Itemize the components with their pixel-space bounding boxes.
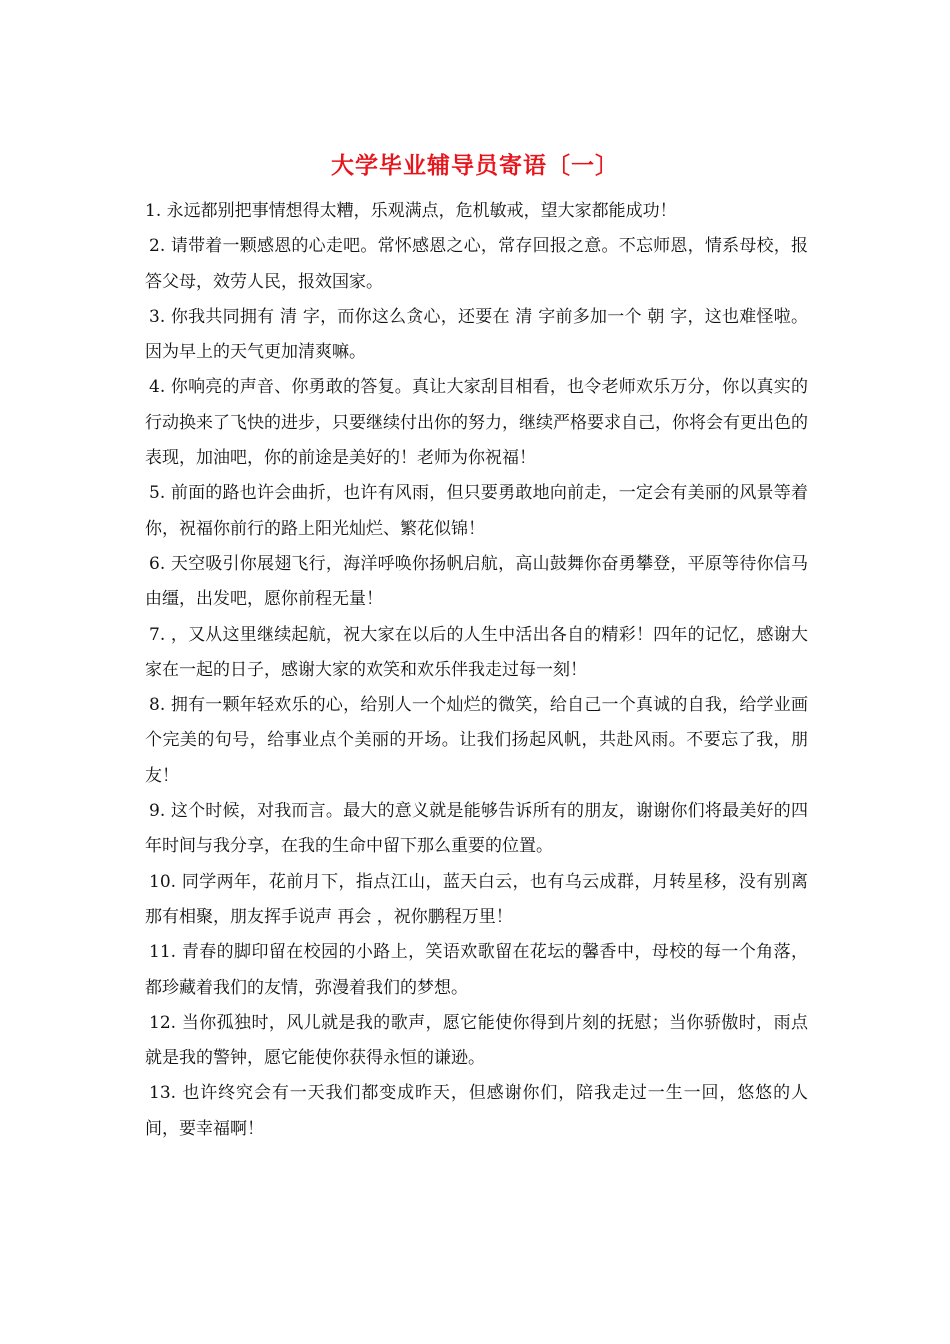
paragraph-13: 13. 也许终究会有一天我们都变成昨天，但感谢你们，陪我走过一生一回，悠悠的人间，要幸福啊！	[145, 1083, 808, 1139]
paragraph-10: 10. 同学两年，花前月下，指点江山，蓝天白云，也有乌云成群，月转星移，没有别离那有相聚，朋友挥手说声 再会 ，祝你鹏程万里！	[145, 871, 808, 927]
paragraph-1: 1. 永远都别把事情想得太糟，乐观满点，危机敏戒，望大家都能成功！	[145, 201, 677, 221]
paragraph-7: 7. ，又从这里继续起航，祝大家在以后的人生中活出各自的精彩！四年的记忆，感谢大家在一起的日子，感谢大家的欢笑和欢乐伴我走过每一刻！	[145, 624, 808, 680]
paragraph-11: 11. 青春的脚印留在校园的小路上，笑语欢歌留在花坛的馨香中，母校的每一个角落，都珍藏着我们的友情，弥漫着我们的梦想。	[145, 942, 808, 998]
paragraph-5: 5. 前面的路也许会曲折，也许有风雨，但只要勇敢地向前走，一定会有美丽的风景等着你，祝福你前行的路上阳光灿烂、繁花似锦！	[145, 483, 808, 539]
document-title: 大学毕业辅导员寄语〔一〕	[331, 152, 619, 179]
paragraph-8: 8. 拥有一颗年轻欢乐的心，给别人一个灿烂的微笑，给自己一个真诚的自我，给学业画个完美的句号，给事业点个美丽的开场。让我们扬起风帆，共赴风雨。不要忘了我，朋友！	[145, 695, 808, 786]
paragraph-9: 9. 这个时候，对我而言。最大的意义就是能够告诉所有的朋友，谢谢你们将最美好的四年时间与我分享，在我的生命中留下那么重要的位置。	[145, 801, 808, 857]
paragraph-6: 6. 天空吸引你展翅飞行，海洋呼唤你扬帆启航，高山鼓舞你奋勇攀登，平原等待你信马由缰，出发吧，愿你前程无量！	[145, 553, 808, 610]
paragraph-3: 3. 你我共同拥有 清 字，而你这么贪心，还要在 清 字前多加一个 朝 字，这也难怪啦。因为早上的天气更加清爽嘛。	[145, 306, 808, 363]
document-body	[145, 194, 808, 1147]
paragraph-12: 12. 当你孤独时，风儿就是我的歌声，愿它能使你得到片刻的抚慰；当你骄傲时，雨点就是我的警钟，愿它能使你获得永恒的谦逊。	[145, 1012, 808, 1069]
paragraph-4: 4. 你响亮的声音、你勇敢的答复。真让大家刮目相看，也令老师欢乐万分，你以真实的行动换来了飞快的进步，只要继续付出你的努力，继续严格要求自己，你将会有更出色的表现，加油吧，你的前途是美好的！老师为你祝福！	[145, 377, 808, 469]
paragraph-2: 2. 请带着一颗感恩的心走吧。常怀感恩之心，常存回报之意。不忘师恩，情系母校，报答父母，效劳人民，报效国家。	[145, 236, 808, 292]
